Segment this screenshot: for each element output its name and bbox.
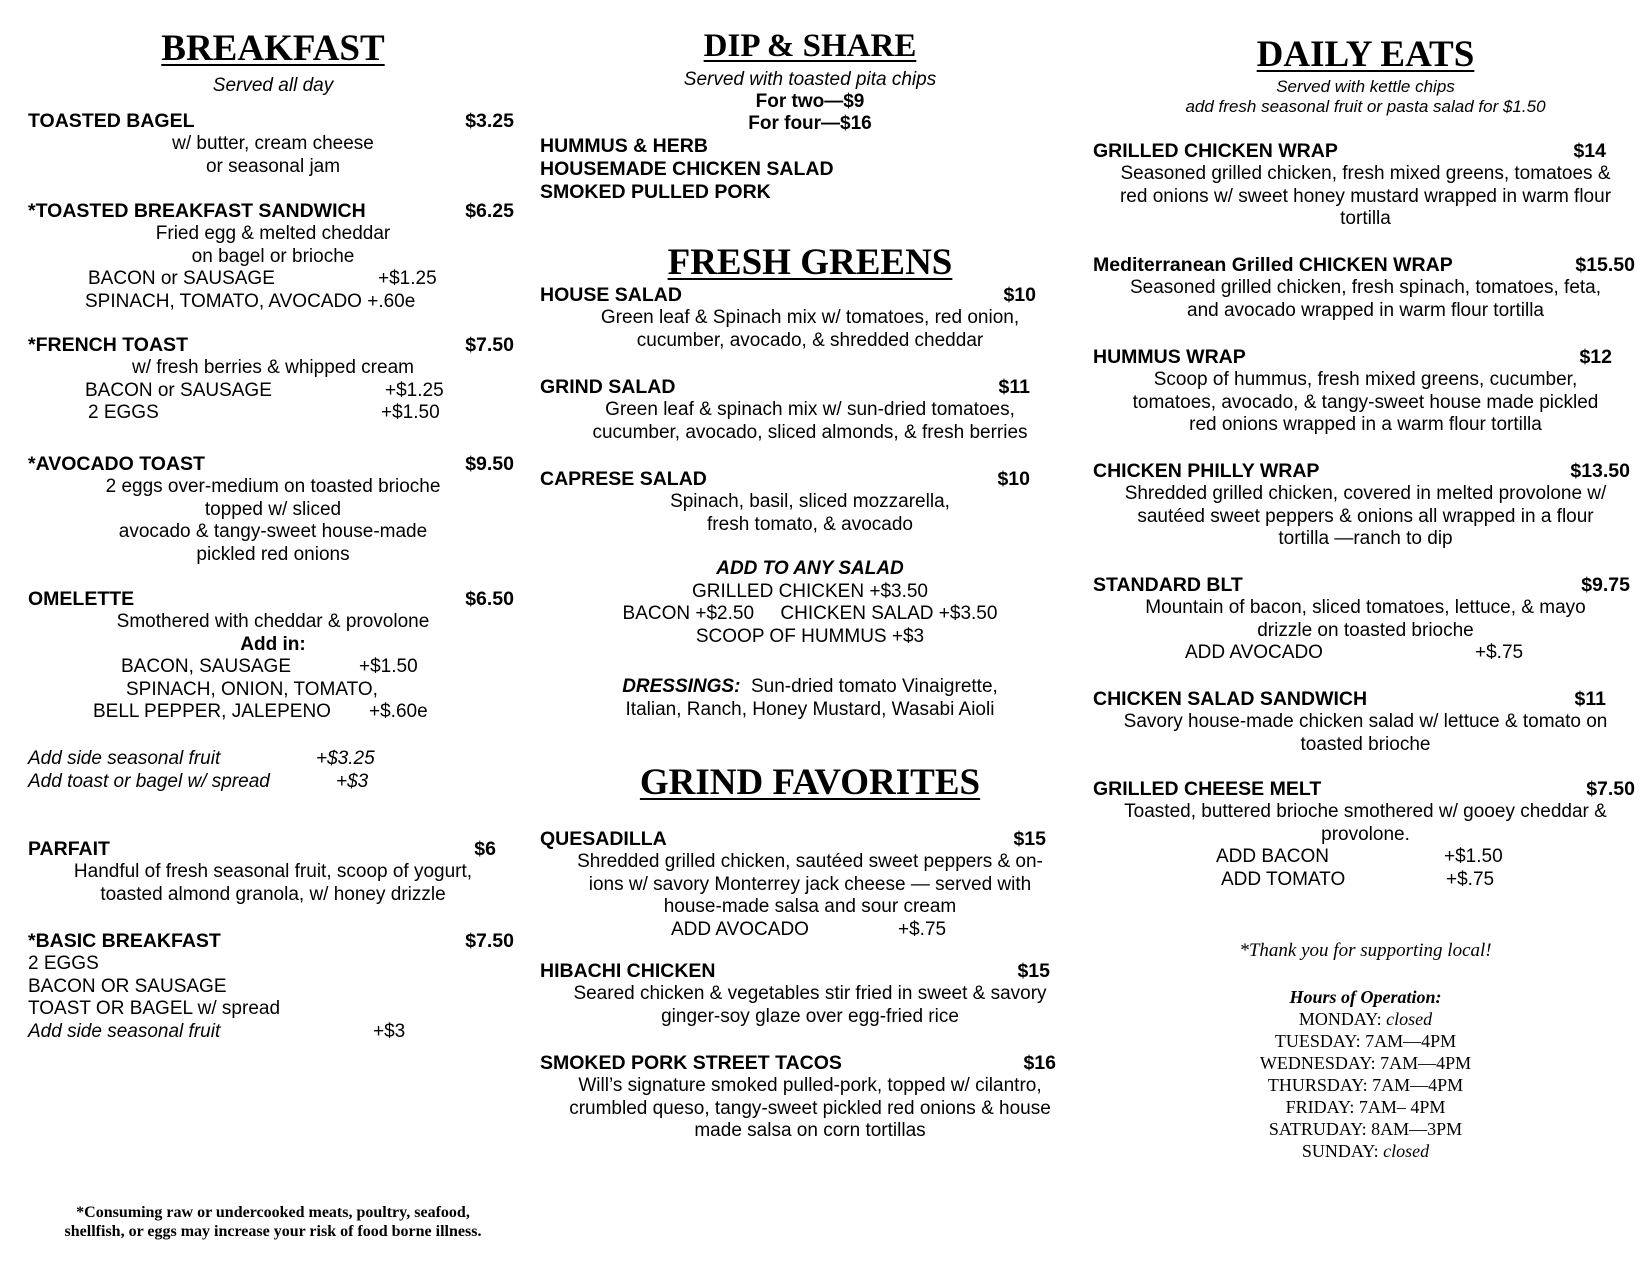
item-name: CAPRESE SALAD: [540, 468, 707, 490]
dip-item: HOUSEMADE CHICKEN SALAD: [540, 158, 834, 180]
item-description: ginger-soy glaze over egg-fried rice: [661, 1005, 959, 1027]
menu-item-hummus-wrap: [1093, 346, 1638, 437]
item-description: Shredded grilled chicken, covered in melted provolone w/: [1124, 483, 1607, 504]
salad-add-line: SCOOP OF HUMMUS +$3: [695, 625, 925, 647]
thank-you-note: *Thank you for supporting local!: [1239, 940, 1492, 961]
dressings-text: Sun-dried tomato Vinaigrette,: [751, 676, 998, 697]
item-price: $14: [1573, 140, 1606, 162]
item-name: CHICKEN SALAD SANDWICH: [1093, 688, 1368, 710]
menu-item-grilled-chicken-wrap: [1093, 140, 1638, 231]
item-price: $7.50: [465, 334, 514, 356]
add-on-row: BACON, SAUSAGE +$1.50: [121, 656, 418, 677]
dressings-text: Italian, Ranch, Honey Mustard, Wasabi Aioli: [625, 698, 995, 720]
item-description: Seasoned grilled chicken, fresh spinach, tomatoes, feta,: [1129, 277, 1602, 298]
dip-share-subtitle: Served with toasted pita chips: [683, 69, 937, 90]
side-row: Add side seasonal fruit +$3: [28, 1020, 406, 1042]
item-name: *AVOCADO TOAST: [28, 453, 205, 475]
item-price: $9.50: [465, 453, 514, 475]
menu-item-grilled-cheese-melt: [1093, 778, 1638, 891]
daily-eats-subtitle: Served with kettle chips: [1276, 77, 1455, 96]
breakfast-title: BREAKFAST: [161, 28, 385, 69]
item-line: TOAST OR BAGEL w/ spread: [28, 998, 281, 1019]
item-price: $11: [1574, 688, 1606, 710]
item-name: *FRENCH TOAST: [28, 334, 188, 356]
item-price: $10: [997, 468, 1030, 490]
item-name: GRILLED CHICKEN WRAP: [1093, 140, 1338, 162]
hours-row: MONDAY: closed: [1298, 1009, 1433, 1029]
side-row: Add toast or bagel w/ spread +$3: [28, 770, 369, 792]
item-name: *BASIC BREAKFAST: [28, 930, 221, 952]
item-description: toasted almond granola, w/ honey drizzle: [100, 883, 446, 905]
dip-share-section: [540, 30, 1080, 204]
item-description: or seasonal jam: [205, 155, 341, 177]
item-name: CHICKEN PHILLY WRAP: [1093, 460, 1320, 482]
item-description: Toasted, buttered brioche smothered w/ gooey cheddar &: [1124, 801, 1607, 822]
menu-item-pork-tacos: [540, 1052, 1080, 1143]
item-price: $16: [1023, 1052, 1056, 1074]
grind-favorites-section: [540, 764, 1080, 801]
menu-item-french-toast: [28, 334, 518, 425]
add-on-row: 2 EGGS +$1.50: [88, 402, 440, 423]
menu-item-chicken-philly-wrap: [1093, 460, 1638, 551]
daily-eats-title: DAILY EATS: [1256, 34, 1475, 75]
hours-row: WEDNESDAY: 7AM—4PM: [1259, 1053, 1472, 1073]
item-description: 2 eggs over-medium on toasted brioche: [105, 476, 441, 497]
hours-row: THURSDAY: 7AM—4PM: [1267, 1075, 1464, 1095]
item-price: $6: [474, 838, 496, 860]
grind-favorites-title: GRIND FAVORITES: [639, 762, 981, 803]
item-name: HUMMUS WRAP: [1093, 346, 1246, 368]
menu-item-quesadilla: [540, 828, 1080, 941]
item-description: red onions w/ sweet honey mustard wrapped in warm flour: [1119, 185, 1612, 207]
item-description: ions w/ savory Monterrey jack cheese — served with: [588, 873, 1032, 895]
item-description: and avocado wrapped in warm flour tortilla: [1187, 299, 1544, 321]
item-price: $7.50: [465, 930, 514, 952]
item-description: Scoop of hummus, fresh mixed greens, cucumber,: [1153, 369, 1578, 390]
item-description: Seared chicken & vegetables stir fried in sweet & savory: [573, 983, 1047, 1004]
item-description: provolone.: [1321, 823, 1410, 845]
item-description: cucumber, avocado, sliced almonds, & fresh berries: [592, 421, 1028, 443]
item-name: HIBACHI CHICKEN: [540, 960, 716, 982]
item-price: $9.75: [1581, 574, 1630, 596]
item-description: tomatoes, avocado, & tangy-sweet house made pickled: [1132, 391, 1599, 413]
salad-add-ons: [540, 558, 1080, 648]
item-description: w/ fresh berries & whipped cream: [132, 357, 414, 378]
item-name: SMOKED PORK STREET TACOS: [540, 1052, 842, 1074]
item-line: BACON OR SAUSAGE: [28, 975, 227, 997]
dip-item: HUMMUS & HERB: [540, 135, 708, 157]
item-description: Will’s signature smoked pulled-pork, topped w/ cilantro,: [578, 1075, 1042, 1096]
item-description: Spinach, basil, sliced mozzarella,: [670, 491, 950, 512]
item-description: w/ butter, cream cheese: [172, 133, 374, 154]
item-description: Shredded grilled chicken, sautéed sweet peppers & on-: [577, 851, 1043, 872]
item-price: $15.50: [1575, 254, 1635, 276]
item-description: sautéed sweet peppers & onions all wrapped in a flour: [1137, 505, 1594, 527]
item-name: HOUSE SALAD: [540, 284, 682, 306]
item-description: fresh tomato, & avocado: [707, 513, 913, 535]
item-description: topped w/ sliced: [204, 498, 342, 520]
add-in-label: Add in:: [240, 633, 306, 655]
item-description: Green leaf & spinach mix w/ sun-dried tomatoes,: [605, 399, 1015, 420]
item-price: $10: [1003, 284, 1036, 306]
item-description: drizzle on toasted brioche: [1257, 619, 1474, 641]
item-price: $15: [1017, 960, 1050, 982]
fresh-greens-section: [540, 244, 1080, 281]
item-name: PARFAIT: [28, 838, 110, 860]
item-description: Smothered with cheddar & provolone: [116, 611, 430, 632]
add-on-row: BACON or SAUSAGE +$1.25: [85, 379, 444, 401]
item-name: Mediterranean Grilled CHICKEN WRAP: [1093, 254, 1453, 276]
menu-item-basic-breakfast: [28, 930, 518, 1043]
item-description: cucumber, avocado, & shredded cheddar: [636, 329, 984, 351]
hours-row: TUESDAY: 7AM—4PM: [1274, 1031, 1457, 1051]
salad-add-title: ADD TO ANY SALAD: [716, 558, 904, 579]
add-on-row: SPINACH, ONION, TOMATO,: [126, 678, 378, 700]
item-price: $6.25: [465, 200, 514, 222]
item-description: house-made salsa and sour cream: [663, 896, 957, 917]
add-on-row: ADD AVOCADO +$.75: [1185, 642, 1524, 663]
menu-item-toasted-bagel: [28, 110, 518, 178]
item-name: STANDARD BLT: [1093, 574, 1243, 596]
item-description: Fried egg & melted cheddar: [155, 223, 391, 244]
dip-price-two: For two—$9: [755, 91, 865, 112]
daily-eats-subtitle-2: add fresh seasonal fruit or pasta salad for $1.50: [1185, 97, 1546, 116]
item-description: Savory house-made chicken salad w/ lettuce & tomato on: [1123, 711, 1608, 732]
item-description: red onions wrapped in a warm flour tortilla: [1189, 414, 1542, 435]
item-line: 2 EGGS: [28, 953, 99, 974]
item-description: pickled red onions: [196, 543, 350, 565]
item-price: $3.25: [465, 110, 514, 132]
item-price: $11: [998, 376, 1030, 398]
add-on-row: SPINACH, TOMATO, AVOCADO +.60e: [85, 290, 416, 312]
menu-item-house-salad: [540, 284, 1040, 352]
salad-add-line: GRILLED CHICKEN +$3.50: [691, 580, 928, 602]
menu-item-mediterranean-wrap: [1093, 254, 1638, 322]
item-price: $6.50: [465, 588, 514, 610]
dip-share-title: DIP & SHARE: [703, 28, 917, 64]
menu-item-hibachi-chicken: [540, 960, 1080, 1028]
item-description: avocado & tangy-sweet house-made: [118, 521, 428, 542]
fresh-greens-title: FRESH GREENS: [667, 242, 953, 283]
dip-item: SMOKED PULLED PORK: [540, 181, 771, 203]
food-safety-disclaimer: *Consuming raw or undercooked meats, poultry, seafood, shellfish, or eggs may increase your risk of food borne illness.: [64, 1204, 482, 1240]
item-name: OMELETTE: [28, 588, 135, 610]
menu-item-standard-blt: [1093, 574, 1638, 665]
item-name: *TOASTED BREAKFAST SANDWICH: [28, 200, 366, 222]
item-description: crumbled queso, tangy-sweet pickled red onions & house: [569, 1097, 1051, 1119]
item-description: Seasoned grilled chicken, fresh mixed greens, tomatoes &: [1120, 163, 1611, 184]
item-description: tortilla: [1340, 208, 1391, 229]
side-row: Add side seasonal fruit +$3.25: [28, 748, 375, 769]
item-name: GRILLED CHEESE MELT: [1093, 778, 1322, 800]
menu-item-omelette: [28, 588, 518, 724]
salad-add-line: BACON +$2.50 CHICKEN SALAD +$3.50: [622, 603, 998, 624]
item-description: on bagel or brioche: [191, 245, 355, 267]
menu-item-grind-salad: [540, 376, 1034, 444]
item-name: TOASTED BAGEL: [28, 110, 195, 132]
dressings: [540, 676, 1080, 721]
item-price: $13.50: [1570, 460, 1630, 482]
item-description: Green leaf & Spinach mix w/ tomatoes, red onion,: [600, 307, 1020, 328]
breakfast-subtitle: Served all day: [212, 75, 334, 96]
menu-item-chicken-salad-sandwich: [1093, 688, 1638, 756]
hours-row: SATRUDAY: 8AM—3PM: [1268, 1119, 1463, 1139]
item-description: Handful of fresh seasonal fruit, scoop of yogurt,: [73, 861, 473, 882]
item-price: $15: [1013, 828, 1046, 850]
item-description: made salsa on corn tortillas: [694, 1120, 926, 1141]
item-description: Mountain of bacon, sliced tomatoes, lettuce, & mayo: [1145, 597, 1586, 618]
dip-price-four: For four—$16: [748, 113, 872, 134]
add-on-row: BACON or SAUSAGE +$1.25: [88, 268, 437, 289]
hours-of-operation: [1093, 986, 1638, 1162]
menu-item-parfait: [28, 838, 518, 906]
menu-item-breakfast-sandwich: [28, 200, 518, 313]
menu-item-caprese-salad: [540, 468, 1034, 536]
dressings-label: DRESSINGS:: [622, 676, 741, 697]
item-price: $7.50: [1586, 778, 1635, 800]
breakfast-sides: [28, 748, 518, 793]
add-on-row: ADD TOMATO +$.75: [1221, 868, 1495, 890]
item-description: tortilla —ranch to dip: [1278, 528, 1453, 549]
item-price: $12: [1579, 346, 1612, 368]
hours-row: FRIDAY: 7AM– 4PM: [1285, 1097, 1446, 1117]
add-on-row: BELL PEPPER, JALEPENO +$.60e: [93, 701, 428, 722]
item-name: GRIND SALAD: [540, 376, 676, 398]
menu-item-avocado-toast: [28, 453, 518, 566]
add-on-row: ADD AVOCADO +$.75: [671, 918, 947, 940]
hours-title: Hours of Operation:: [1289, 987, 1442, 1007]
add-on-row: ADD BACON +$1.50: [1216, 846, 1503, 867]
hours-row: SUNDAY: closed: [1301, 1141, 1430, 1161]
item-description: toasted brioche: [1300, 733, 1431, 755]
item-name: QUESADILLA: [540, 828, 667, 850]
